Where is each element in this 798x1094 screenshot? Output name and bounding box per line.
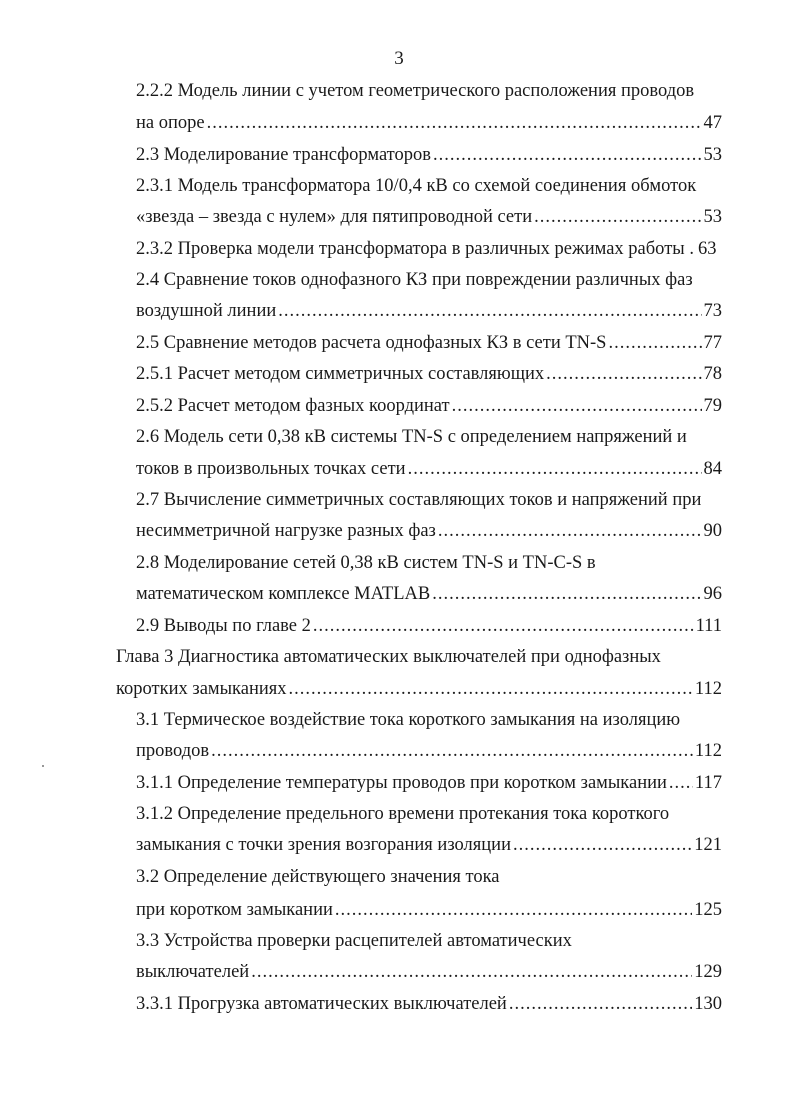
toc-line-heading: 2.2.2 Модель линии с учетом геометрического расположения проводов <box>136 81 695 101</box>
toc-entry[interactable]: при коротком замыкании ..... 125 <box>136 897 722 923</box>
toc-entry[interactable]: токов в произвольных точках сети ..... 84 <box>136 456 722 482</box>
dot-leader <box>669 770 693 796</box>
dot-leader <box>608 330 701 356</box>
dot-leader <box>335 897 692 923</box>
toc-entry[interactable]: 2.3 Моделирование трансформаторов ..... 53 <box>136 142 722 168</box>
toc-entry[interactable]: 3.1.1 Определение температуры проводов при коротком замыкании ..... 117 <box>136 770 722 796</box>
toc-entry[interactable]: 2.5.2 Расчет методом фазных координат ..... 79 <box>136 393 722 419</box>
toc-entry[interactable]: 2.5 Сравнение методов расчета однофазных КЗ в сети TN-S ..... 77 <box>136 330 722 356</box>
toc-entry[interactable]: коротких замыканиях ..... 112 <box>116 676 722 702</box>
dot-leader <box>438 518 702 544</box>
toc-entry[interactable]: несимметричной нагрузке разных фаз ..... 90 <box>136 518 722 544</box>
toc-entry[interactable]: замыкания с точки зрения возгорания изоляции ..... 121 <box>136 832 722 858</box>
dot-leader <box>251 959 692 985</box>
toc-entry[interactable]: выключателей ..... 129 <box>136 959 722 985</box>
toc-line-heading: 3.1.2 Определение предельного времени протекания тока короткого <box>136 804 670 824</box>
dot-leader <box>432 581 701 607</box>
toc-entry[interactable]: «звезда – звезда с нулем» для пятипроводной сети ..... 53 <box>136 204 722 230</box>
dot-leader <box>289 676 693 702</box>
toc-entry[interactable]: математическом комплексе MATLAB ..... 96 <box>136 581 722 607</box>
dot-leader <box>534 204 701 230</box>
dot-leader <box>452 393 702 419</box>
dot-leader <box>313 613 694 639</box>
toc-line-heading: 2.6 Модель сети 0,38 кВ системы TN-S с определением напряжений и <box>136 427 687 447</box>
toc-entry[interactable]: на опоре ..... 47 <box>136 110 722 136</box>
dot-leader <box>509 991 692 1017</box>
dot-leader <box>207 110 702 136</box>
dot-leader <box>513 832 692 858</box>
dot-leader <box>546 361 701 387</box>
scan-speck <box>42 765 44 767</box>
toc-line-heading: 3.3 Устройства проверки расцепителей автоматических <box>136 931 572 951</box>
toc-line-heading: 2.4 Сравнение токов однофазного КЗ при повреждении различных фаз <box>136 270 693 290</box>
page-number: 3 <box>394 48 404 69</box>
toc-entry[interactable]: воздушной линии ..... 73 <box>136 298 722 324</box>
toc-entry[interactable]: 3.3.1 Прогрузка автоматических выключателей ..... 130 <box>136 991 722 1017</box>
toc-entry[interactable]: 2.5.1 Расчет методом симметричных составляющих ..... 78 <box>136 361 722 387</box>
dot-leader <box>408 456 702 482</box>
toc-line-heading: 2.8 Моделирование сетей 0,38 кВ систем TN-S и TN-C-S в <box>136 553 596 573</box>
toc-entry[interactable]: 2.3.2 Проверка модели трансформатора в различных режимах работы . 63 <box>136 239 717 259</box>
toc-line-heading: 2.7 Вычисление симметричных составляющих токов и напряжений при <box>136 490 702 510</box>
toc-line-heading: 2.3.1 Модель трансформатора 10/0,4 кВ со схемой соединения обмоток <box>136 176 697 196</box>
dot-leader <box>278 298 701 324</box>
toc-entry[interactable]: 2.9 Выводы по главе 2 ..... 111 <box>136 613 722 639</box>
toc-line-heading: 3.1 Термическое воздействие тока короткого замыкания на изоляцию <box>136 710 681 730</box>
toc-line-heading: Глава 3 Диагностика автоматических выключателей при однофазных <box>116 647 661 667</box>
dot-leader <box>211 738 693 764</box>
toc-line-heading: 3.2 Определение действующего значения тока <box>136 867 500 887</box>
dot-leader <box>433 142 701 168</box>
toc-entry[interactable]: проводов ..... 112 <box>136 738 722 764</box>
